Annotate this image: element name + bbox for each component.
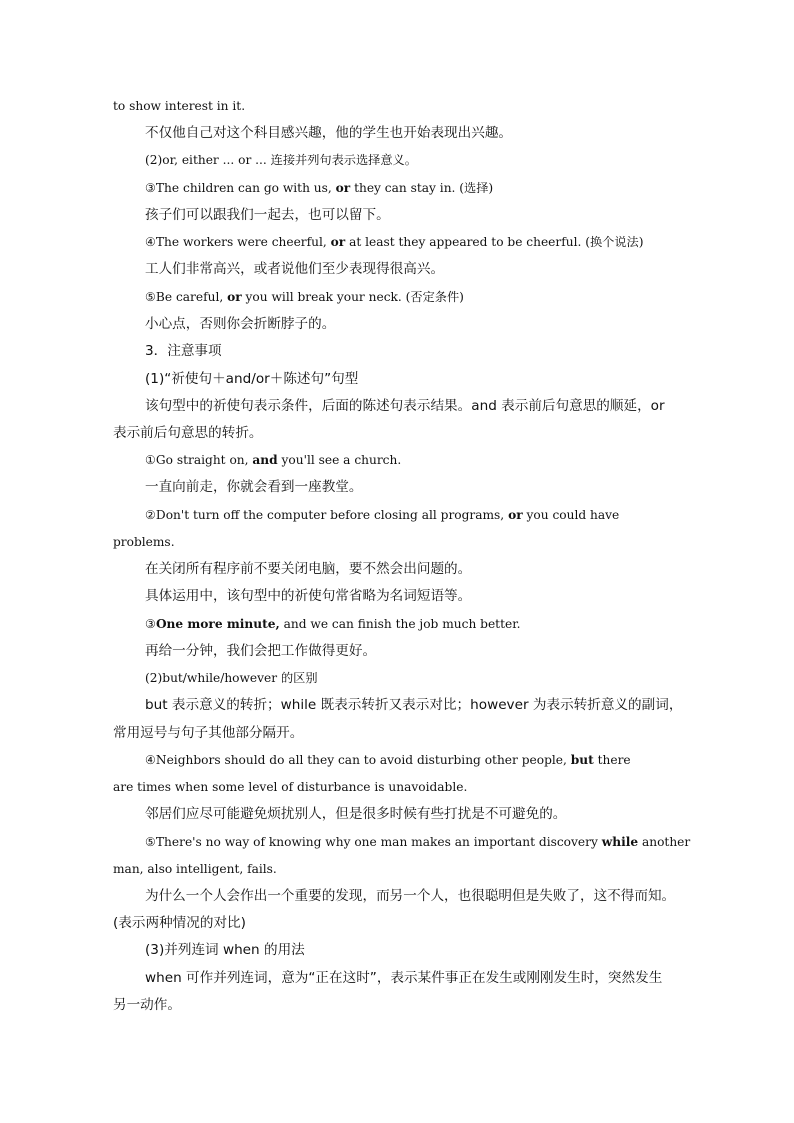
- text-segment: ⑤Be careful,: [145, 290, 228, 304]
- example-sentence: [113, 533, 175, 551]
- text-segment: man, also intelligent, fails.: [113, 862, 277, 876]
- text-segment: and we can finish the job much better.: [279, 617, 521, 631]
- text-line: [113, 724, 303, 742]
- text-segment: when 可作并列连词，意为“正在这时”，表示某件事正在发生或刚刚发生时，突然发生: [145, 970, 663, 986]
- example-sentence: [145, 833, 690, 851]
- example-sentence: [145, 451, 401, 469]
- text-segment: 在关闭所有程序前不要关闭电脑，要不然会出问题的。: [145, 561, 472, 577]
- text-segment: ①Go straight on,: [145, 453, 253, 467]
- text-segment: are times when some level of disturbance is unavoidable.: [113, 780, 468, 794]
- text-segment: 表示前后句意思的转折。: [113, 425, 263, 441]
- text-segment: 另一动作。: [113, 997, 181, 1013]
- text-segment: (1)“祈使句＋and/or＋陈述句”句型: [145, 371, 359, 387]
- text-segment: 不仅他自己对这个科目感兴趣，他的学生也开始表现出兴趣。: [145, 125, 513, 141]
- text-segment: ④The workers were cheerful,: [145, 235, 331, 249]
- bold-conjunction: or: [330, 235, 346, 249]
- text-line: [113, 424, 263, 442]
- bold-conjunction: and: [252, 453, 278, 467]
- text-segment: 具体运用中，该句型中的祈使句常省略为名词短语等。: [145, 588, 472, 604]
- text-segment: (3)并列连词 when 的用法: [145, 942, 305, 958]
- translation-line: [145, 315, 335, 333]
- bold-conjunction: or: [335, 181, 351, 195]
- text-segment: ④Neighbors should do all they can to avoid disturbing other people,: [145, 753, 571, 767]
- text-segment: (2)or, either ... or ... 连接并列句表示选择意义。: [145, 153, 417, 167]
- example-sentence: [145, 233, 644, 251]
- text-segment: 再给一分钟，我们会把工作做得更好。: [145, 643, 377, 659]
- text-line: [145, 124, 512, 142]
- text-segment: 邻居们应尽可能避免烦扰别人，但是很多时候有些打扰是不可避免的。: [145, 806, 567, 822]
- text-segment: 一直向前走，你就会看到一座教堂。: [145, 479, 363, 495]
- example-sentence: [145, 506, 619, 524]
- example-sentence: [145, 615, 521, 633]
- translation-line: [145, 478, 363, 496]
- text-segment: another: [638, 835, 691, 849]
- text-segment: 常用逗号与句子其他部分隔开。: [113, 725, 304, 741]
- text-segment: 该句型中的祈使句表示条件，后面的陈述句表示结果。and 表示前后句意思的顺延，or: [145, 398, 665, 414]
- bold-conjunction: while: [601, 835, 639, 849]
- text-segment: 3．注意事项: [145, 343, 222, 359]
- example-sentence: [145, 751, 631, 769]
- text-line: [113, 996, 181, 1014]
- text-segment: 小心点，否则你会折断脖子的。: [145, 316, 336, 332]
- text-segment: but 表示意义的转折；while 既表示转折又表示对比；however 为表示转折意义的副词，: [145, 697, 683, 713]
- text-segment: you could have: [522, 508, 620, 522]
- subsection-heading: [145, 941, 305, 959]
- translation-line: [145, 805, 566, 823]
- text-segment: you'll see a church.: [277, 453, 402, 467]
- text-line: [145, 969, 662, 987]
- translation-line: [145, 642, 376, 660]
- bold-conjunction: or: [227, 290, 242, 304]
- text-segment: (表示两种情况的对比): [113, 915, 246, 931]
- example-sentence: [145, 179, 493, 197]
- text-segment: they can stay in. (选择): [350, 181, 494, 195]
- text-segment: you will break your neck. (否定条件): [241, 290, 464, 304]
- subsection-heading: [145, 370, 358, 388]
- text-segment: there: [593, 753, 631, 767]
- text-line: [145, 587, 471, 605]
- text-segment: ⑤There's no way of knowing why one man makes an important discovery: [145, 835, 602, 849]
- text-segment: problems.: [113, 535, 175, 549]
- bold-conjunction: or: [508, 508, 523, 522]
- text-line: [145, 151, 417, 169]
- text-segment: ②Don't turn off the computer before closing all programs,: [145, 508, 509, 522]
- translation-line: [145, 260, 444, 278]
- text-line: [145, 696, 682, 714]
- bold-conjunction: but: [570, 753, 594, 767]
- bold-conjunction: One more minute,: [155, 617, 280, 631]
- translation-line: [145, 206, 390, 224]
- text-segment: 为什么一个人会作出一个重要的发现，而另一个人，也很聪明但是失败了，这不得而知。: [145, 888, 676, 904]
- subsection-heading: [145, 669, 318, 687]
- translation-line: [145, 887, 675, 905]
- text-segment: to show interest in it.: [113, 99, 246, 113]
- text-segment: (2)but/while/however 的区别: [145, 671, 318, 685]
- translation-line: [145, 560, 471, 578]
- example-sentence: [113, 778, 467, 796]
- text-segment: ③The children can go with us,: [145, 181, 336, 195]
- text-segment: 工人们非常高兴，或者说他们至少表现得很高兴。: [145, 261, 445, 277]
- example-sentence: [145, 288, 464, 306]
- text-segment: ③: [145, 617, 156, 631]
- text-segment: 孩子们可以跟我们一起去，也可以留下。: [145, 207, 390, 223]
- section-heading: [145, 342, 222, 360]
- translation-line: [113, 914, 246, 932]
- example-sentence: [113, 860, 277, 878]
- text-line: [113, 97, 245, 115]
- text-segment: at least they appeared to be cheerful. (换个说法): [345, 235, 644, 249]
- text-line: [145, 397, 665, 415]
